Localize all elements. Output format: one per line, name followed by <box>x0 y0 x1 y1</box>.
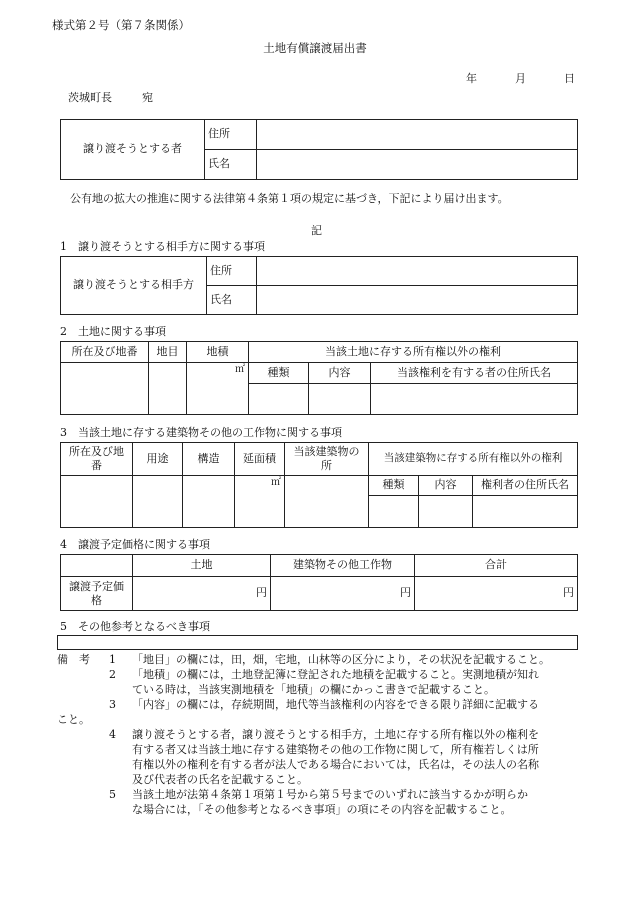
addressee-suffix: 宛 <box>142 91 153 104</box>
date-day-label: 日 <box>564 72 575 85</box>
building-holder-field[interactable] <box>473 496 578 528</box>
land-content-field[interactable] <box>309 384 371 415</box>
land-holder-field[interactable] <box>371 384 578 415</box>
land-col-area: 地積 <box>187 342 249 363</box>
note-4-line-3: 有権以外の権利を有する者が法人である場合においては，氏名は，その法人の名称 <box>132 758 539 771</box>
building-col-location <box>61 443 133 476</box>
counterparty-address-label: 住所 <box>207 257 257 286</box>
addressee: 茨城町長 <box>68 91 112 104</box>
price-row-label-line1: 譲渡予定価 <box>69 579 124 593</box>
price-building-yen: 円 <box>400 586 411 600</box>
section2-heading: 2 土地に関する事項 <box>60 325 166 338</box>
note-5-number: 5 <box>109 788 116 801</box>
ki-marker: 記 <box>311 224 322 237</box>
section3-heading: 3 当該土地に存する建築物その他の工作物に関する事項 <box>60 426 342 439</box>
other-notes-field[interactable] <box>57 635 578 650</box>
price-row-label <box>61 577 133 611</box>
counterparty-name-field[interactable] <box>257 286 578 315</box>
building-col-location-line1: 所在及び地 <box>69 445 124 458</box>
land-sub-content: 内容 <box>309 363 371 384</box>
building-col-floor-area: 延面積 <box>235 443 285 476</box>
land-sub-kind: 種類 <box>249 363 309 384</box>
note-1-line-1: 「地目」の欄には，田，畑，宅地，山林等の区分により，その状況を記載すること。 <box>132 653 550 666</box>
applicant-address-field[interactable] <box>257 120 578 150</box>
counterparty-label: 譲り渡そうとする相手方 <box>61 257 207 315</box>
page-title: 土地有償譲渡届出書 <box>263 41 367 55</box>
building-area-unit: ㎡ <box>271 477 281 488</box>
notes-label: 備 考 <box>57 653 90 666</box>
section1-heading: 1 譲り渡そうとする相手方に関する事項 <box>60 240 265 253</box>
price-total-field[interactable] <box>415 577 578 611</box>
land-area-field[interactable] <box>187 363 249 415</box>
land-type-field[interactable] <box>149 363 187 415</box>
land-col-rights: 当該土地に存する所有権以外の権利 <box>249 342 578 363</box>
counterparty-table <box>60 256 578 315</box>
building-owner-field[interactable] <box>285 476 369 528</box>
building-sub-kind: 種類 <box>369 476 419 496</box>
section4-heading: 4 譲渡予定価格に関する事項 <box>60 538 210 551</box>
date-year-label: 年 <box>466 72 477 85</box>
price-total-yen: 円 <box>563 586 574 600</box>
counterparty-address-field[interactable] <box>257 257 578 286</box>
intro-text: 公有地の拡大の推進に関する法律第４条第１項の規定に基づき，下記により届け出ます。 <box>70 192 509 205</box>
price-building-field[interactable] <box>271 577 415 611</box>
note-3-line-2: こと。 <box>57 713 90 726</box>
building-col-location-line2: 番 <box>91 459 102 472</box>
price-corner-cell <box>61 555 133 577</box>
applicant-name-label: 氏名 <box>205 150 257 180</box>
land-sub-holder: 当該権利を有する者の住所氏名 <box>371 363 578 384</box>
applicant-table <box>60 119 578 180</box>
note-4-line-1: 譲り渡そうとする者，譲り渡そうとする相手方，土地に存する所有権以外の権利を <box>132 728 539 741</box>
applicant-name-field[interactable] <box>257 150 578 180</box>
price-col-total: 合計 <box>415 555 578 577</box>
note-2-number: 2 <box>109 668 116 681</box>
price-table <box>60 554 578 611</box>
note-5-line-2: な場合には，「その他参考となるべき事項」の項にその内容を記載すること。 <box>132 803 512 816</box>
building-content-field[interactable] <box>419 496 473 528</box>
building-structure-field[interactable] <box>183 476 235 528</box>
price-row-label-line2: 格 <box>91 593 102 607</box>
building-col-structure: 構造 <box>183 443 235 476</box>
building-use-field[interactable] <box>133 476 183 528</box>
price-land-yen: 円 <box>256 586 267 600</box>
note-4-number: 4 <box>109 728 116 741</box>
note-2-line-1: 「地積」の欄には，土地登記簿に登記された地積を記載すること。実測地積が知れ <box>132 668 539 681</box>
note-4-line-2: 有する者又は当該土地に存する建築物その他の工作物に関して，所有権若しくは所 <box>132 743 539 756</box>
building-table <box>60 442 578 528</box>
building-location-field[interactable] <box>61 476 133 528</box>
applicant-label: 譲り渡そうとする者 <box>61 120 205 180</box>
section5-heading: 5 その他参考となるべき事項 <box>60 620 210 633</box>
price-land-field[interactable] <box>133 577 271 611</box>
building-col-use: 用途 <box>133 443 183 476</box>
note-5-line-1: 当該土地が法第４条第１項第１号から第５号までのいずれに該当するかが明らか <box>132 788 528 801</box>
building-col-owner-line1: 当該建築物の <box>293 445 360 458</box>
building-floor-area-field[interactable] <box>235 476 285 528</box>
building-sub-content: 内容 <box>419 476 473 496</box>
note-4-line-4: 及び代表者の氏名を記載すること。 <box>132 773 308 786</box>
land-kind-field[interactable] <box>249 384 309 415</box>
applicant-address-label: 住所 <box>205 120 257 150</box>
building-sub-holder: 権利者の住所氏名 <box>473 476 578 496</box>
note-1-number: 1 <box>109 653 116 666</box>
date-month-label: 月 <box>515 72 526 85</box>
note-3-number: 3 <box>109 698 116 711</box>
building-col-owner <box>285 443 369 476</box>
land-table <box>60 341 578 415</box>
building-col-rights: 当該建築物に存する所有権以外の権利 <box>369 443 578 476</box>
building-col-owner-line2: 所 <box>321 459 332 472</box>
price-col-building: 建築物その他工作物 <box>271 555 415 577</box>
land-col-type: 地目 <box>149 342 187 363</box>
land-area-unit: ㎡ <box>235 364 245 375</box>
land-col-location: 所在及び地番 <box>61 342 149 363</box>
note-2-line-2: ている時は，当該実測地積を「地積」の欄にかっこ書きで記載すること。 <box>132 683 495 696</box>
price-col-land: 土地 <box>133 555 271 577</box>
form-style-number: 様式第２号（第７条関係） <box>52 18 190 32</box>
counterparty-name-label: 氏名 <box>207 286 257 315</box>
note-3-line-1: 「内容」の欄には，存続期間，地代等当該権利の内容をできる限り詳細に記載する <box>132 698 539 711</box>
land-location-field[interactable] <box>61 363 149 415</box>
building-kind-field[interactable] <box>369 496 419 528</box>
